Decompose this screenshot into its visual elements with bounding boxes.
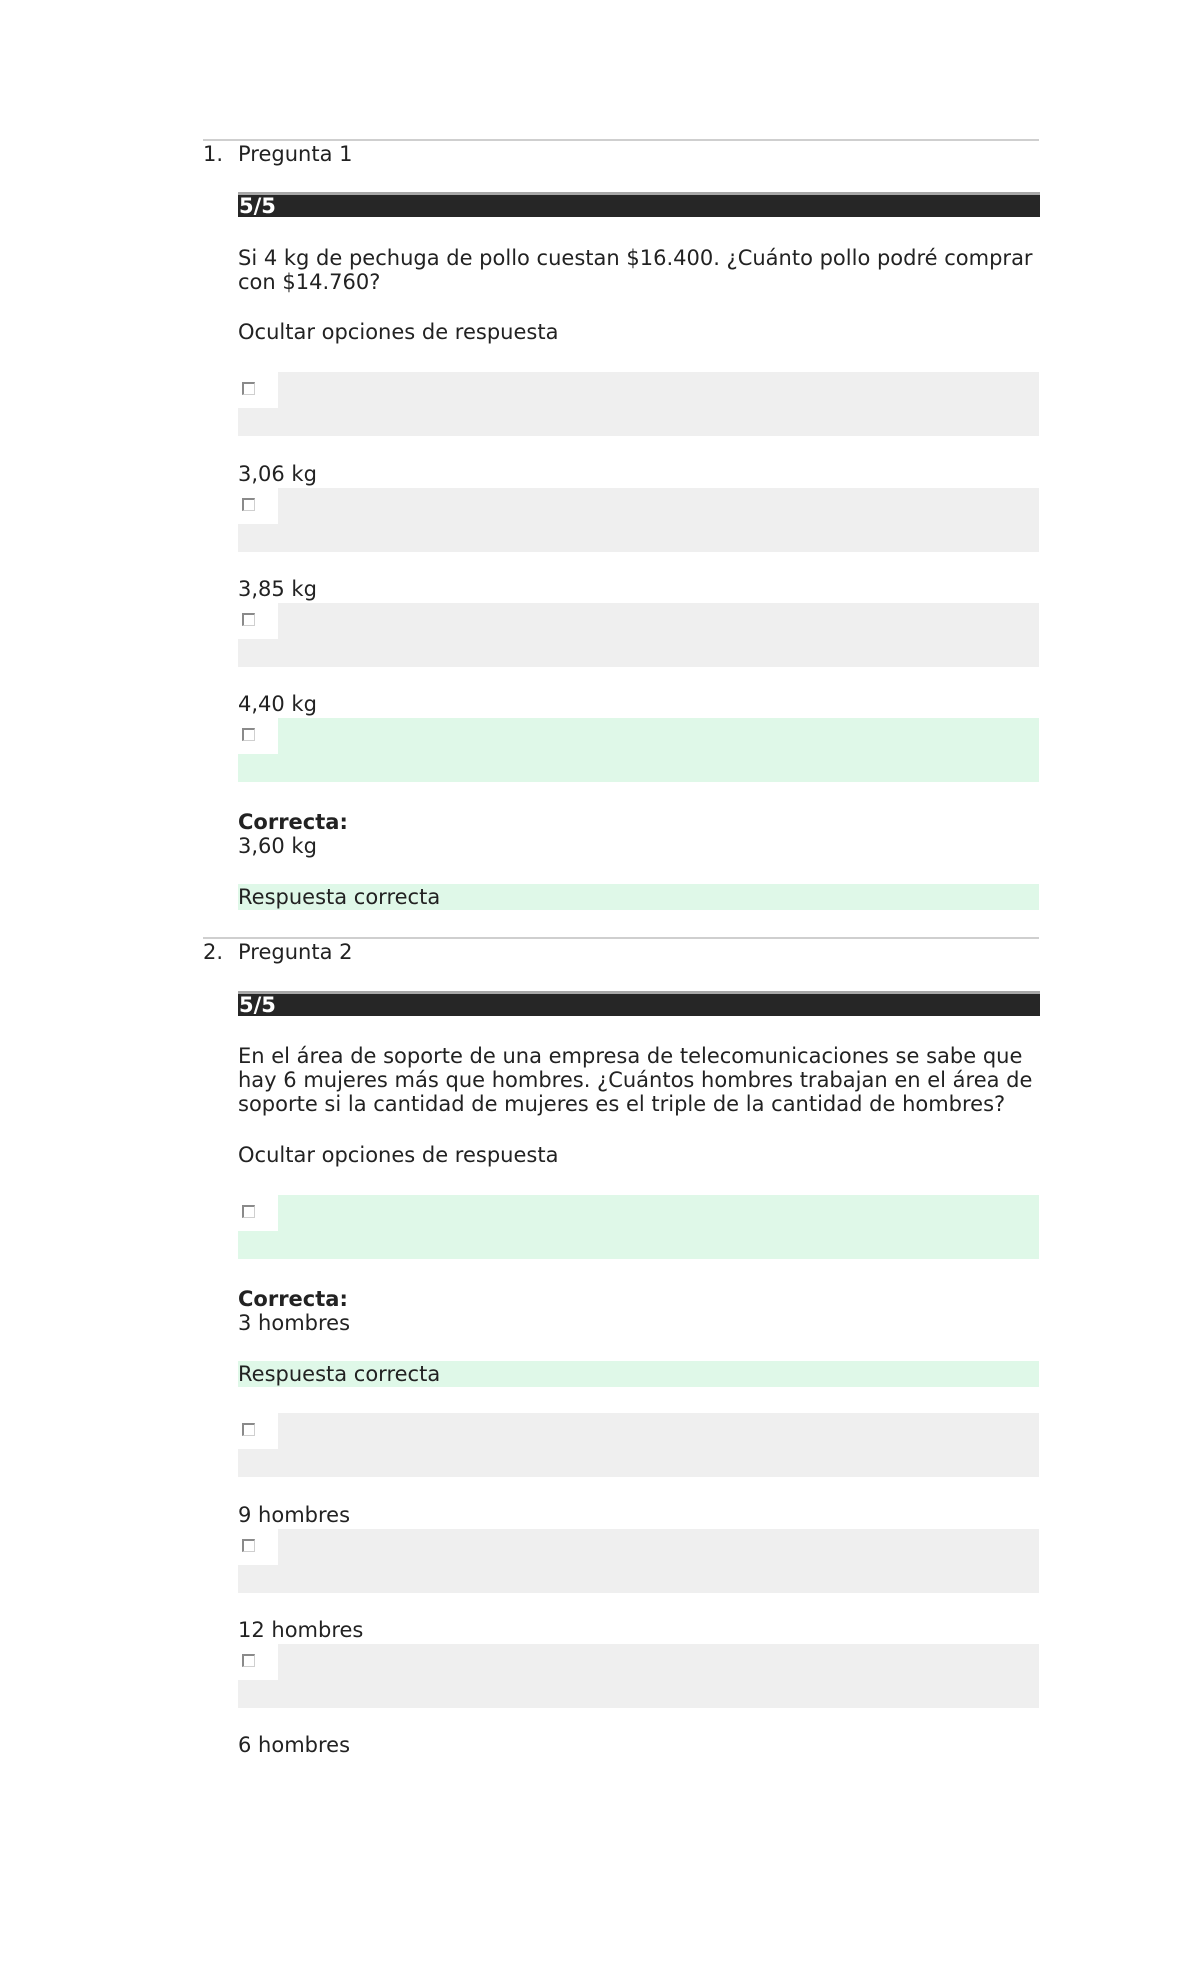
question-title: Pregunta 2 [238, 940, 353, 964]
question-text: En el área de soporte de una empresa de telecomunicaciones se sabe que hay 6 mujeres más que hombres. ¿Cuántos hombres trabajan en el área de soporte si la cantidad de mujeres es el triple de la cantidad de hombres? [238, 1044, 1033, 1116]
score-bar: 5/5 [238, 991, 1040, 1016]
question-number: 2. [203, 940, 224, 964]
option-label: 3,85 kg [238, 577, 317, 601]
answer-option[interactable] [238, 372, 1039, 436]
question-number: 1. [203, 142, 224, 166]
score-bar: 5/5 [238, 192, 1040, 217]
answer-option-correct[interactable] [238, 1195, 1039, 1259]
checkbox[interactable] [242, 613, 255, 626]
checkbox[interactable] [242, 1539, 255, 1552]
checkbox[interactable] [242, 1654, 255, 1667]
feedback-banner: Respuesta correcta [238, 884, 1039, 910]
correct-label: Correcta: [238, 810, 348, 834]
correct-answer: 3 hombres [238, 1311, 351, 1335]
answer-option-correct[interactable] [238, 718, 1039, 782]
answer-option[interactable] [238, 1413, 1039, 1477]
option-label: 4,40 kg [238, 692, 317, 716]
correct-label: Correcta: [238, 1287, 348, 1311]
answer-option[interactable] [238, 1644, 1039, 1708]
correct-answer: 3,60 kg [238, 834, 317, 858]
option-label: 9 hombres [238, 1503, 351, 1527]
question-title: Pregunta 1 [238, 142, 353, 166]
question-text: Si 4 kg de pechuga de pollo cuestan $16.400. ¿Cuánto pollo podré comprar con $14.760? [238, 246, 1033, 294]
answer-option[interactable] [238, 1529, 1039, 1593]
toggle-options-link[interactable]: Ocultar opciones de respuesta [238, 1143, 559, 1167]
checkbox[interactable] [242, 382, 255, 395]
toggle-options-link[interactable]: Ocultar opciones de respuesta [238, 320, 559, 344]
option-label: 6 hombres [238, 1733, 351, 1757]
answer-option[interactable] [238, 603, 1039, 667]
answer-option[interactable] [238, 488, 1039, 552]
checkbox[interactable] [242, 1205, 255, 1218]
checkbox[interactable] [242, 1423, 255, 1436]
checkbox[interactable] [242, 728, 255, 741]
option-label: 3,06 kg [238, 462, 317, 486]
checkbox[interactable] [242, 498, 255, 511]
feedback-banner: Respuesta correcta [238, 1361, 1039, 1387]
option-label: 12 hombres [238, 1618, 364, 1642]
